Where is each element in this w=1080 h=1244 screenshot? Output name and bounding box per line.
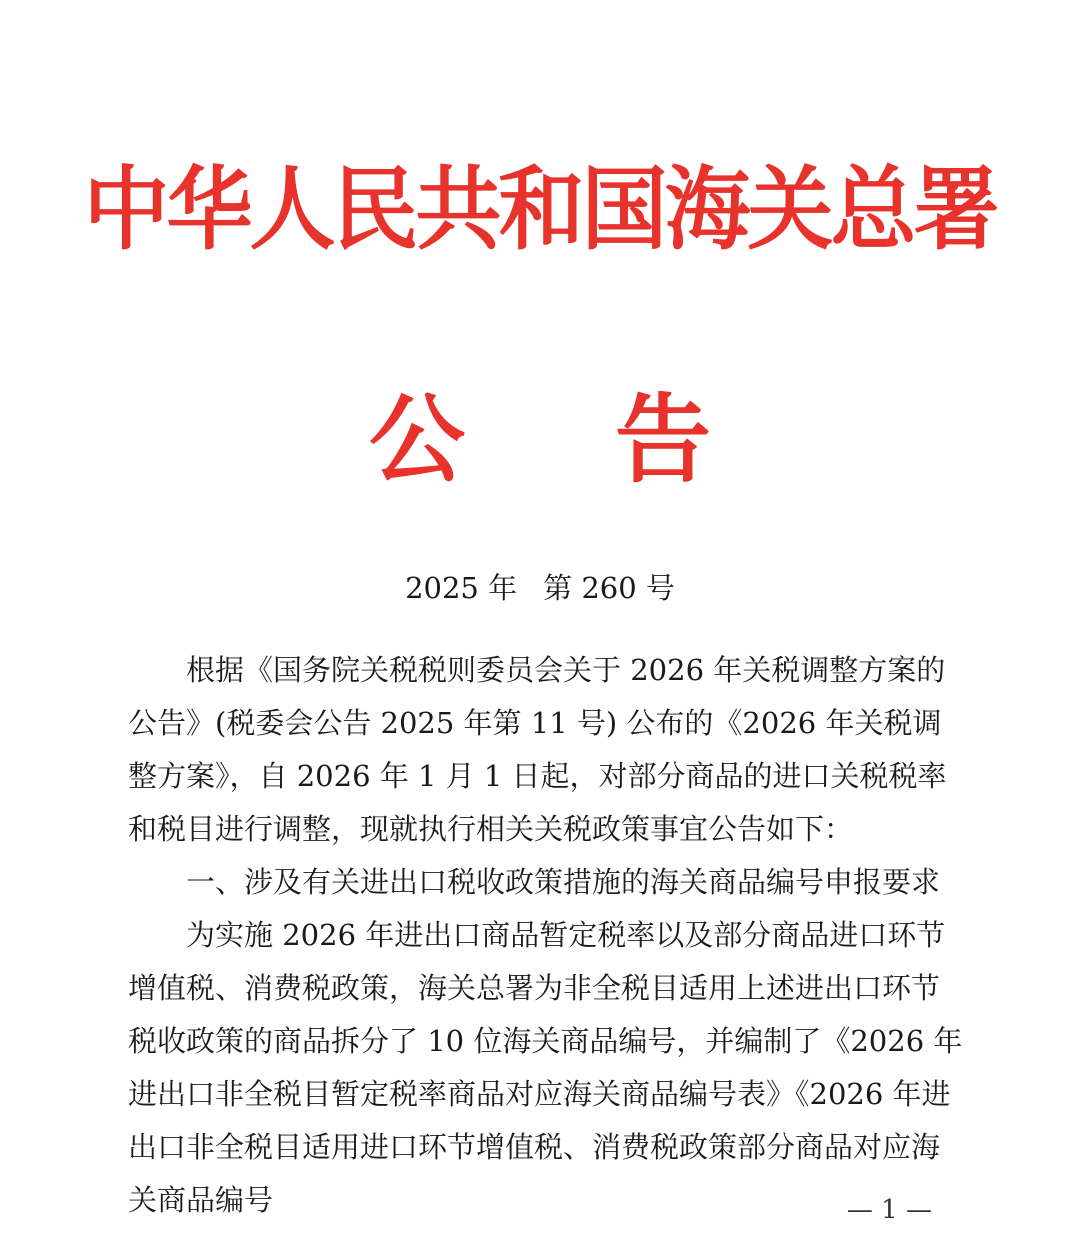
document-type-char-1: 公: [369, 384, 465, 496]
document-number: [0, 566, 1080, 610]
paragraph-intro: 根据《国务院关税税则委员会关于 2026 年关税调整方案的公告》(税委会公告 2025 年第 11 号) 公布的《2026 年关税调整方案》，自 2026 年 1 月 1 日起，对部分商品的进口关税税率和税目进行调整，现就执行相关关税政策事宜公告如下：: [128, 653, 947, 846]
section-heading-1: 一、涉及有关进出口税收政策措施的海关商品编号申报要求: [186, 865, 941, 899]
issuer-title: 中华人民共和国海关总署: [83, 157, 997, 263]
document-type-char-2: 告: [615, 384, 711, 496]
document-year: 2025 年: [405, 571, 518, 605]
page-number: — 1 —: [846, 1195, 932, 1225]
paragraph-section-1: 为实施 2026 年进出口商品暂定税率以及部分商品进口环节增值税、消费税政策，海关总署为非全税目适用上述进出口环节税收政策的商品拆分了 10 位海关商品编号，并编制了《2026 年进出口非全税目暂定税率商品对应海关商品编号表》《2026 年进出口非全税目适用进口环节增值税、消费税政策部分商品对应海关商品编号: [128, 918, 963, 1217]
document-type-title: [0, 380, 1080, 500]
document-serial: 第 260 号: [543, 571, 675, 605]
document-body: [128, 644, 966, 1227]
